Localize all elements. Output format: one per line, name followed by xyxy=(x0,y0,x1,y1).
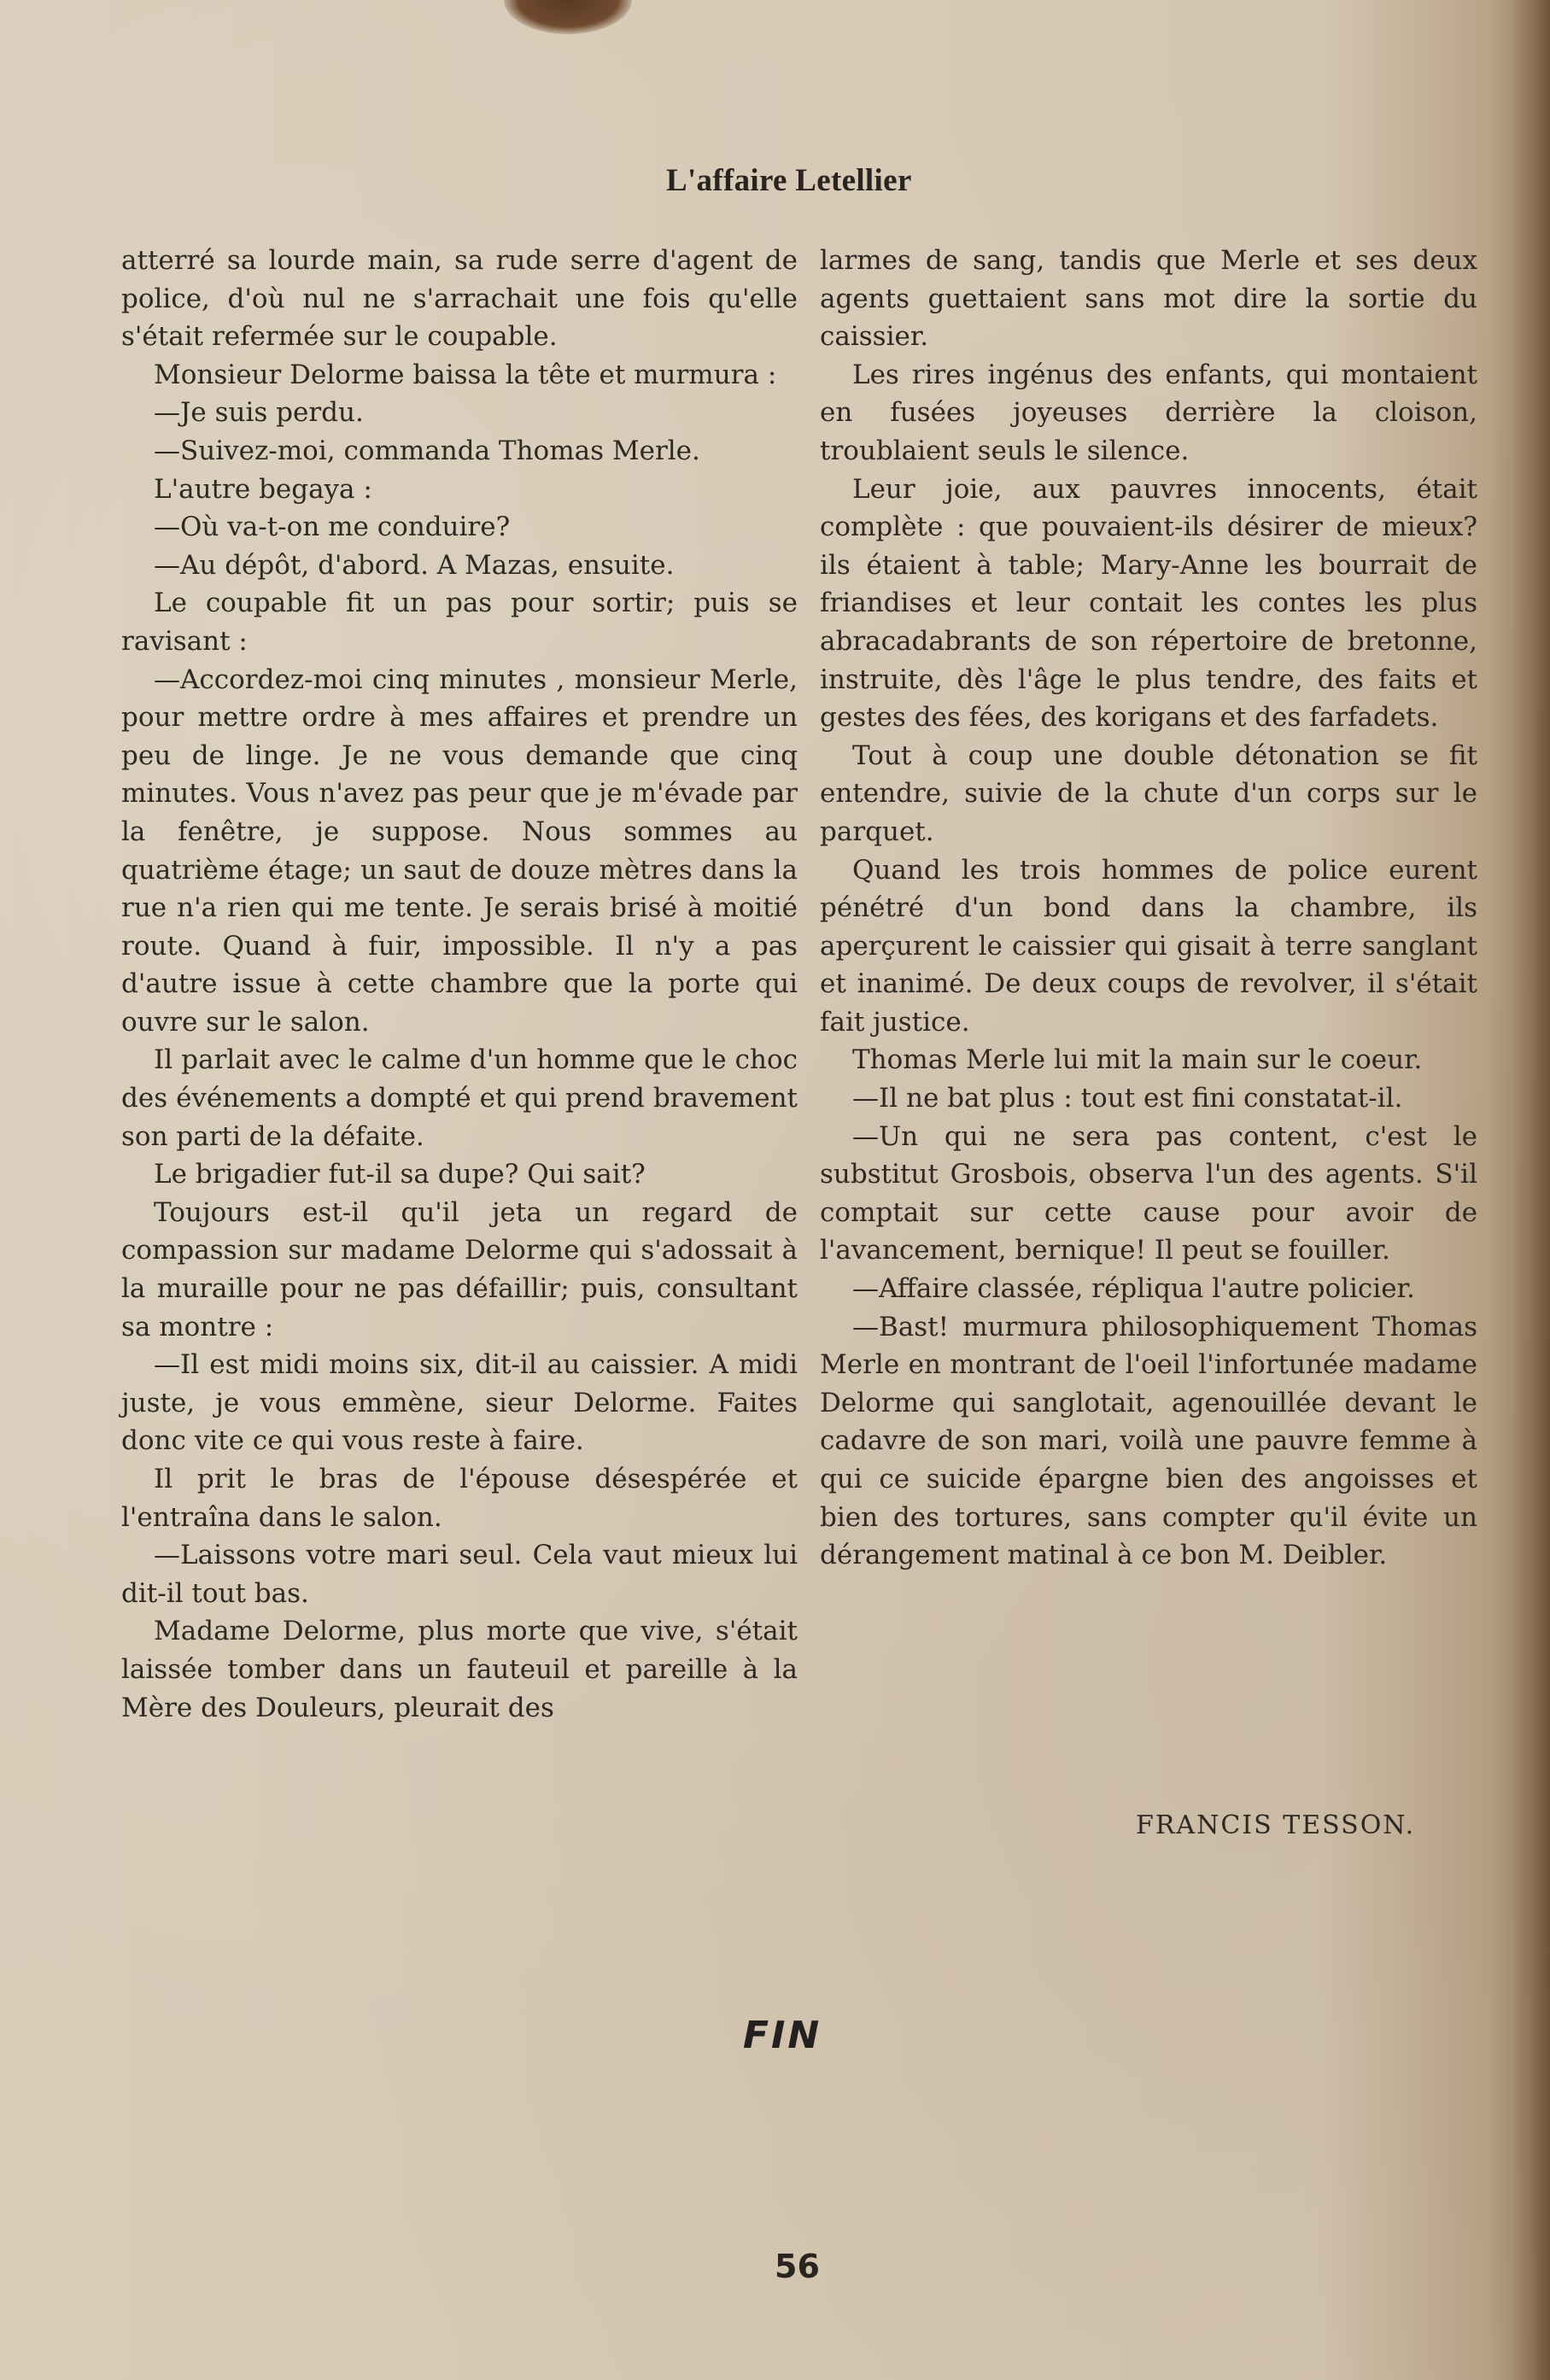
ink-stain xyxy=(504,0,632,34)
paragraph: —Il ne bat plus : tout est fini constatat-il. xyxy=(852,1083,1403,1114)
paragraph: Le brigadier fut-il sa dupe? Qui sait? xyxy=(154,1159,646,1190)
page-edge-shadow xyxy=(1512,0,1550,2380)
paragraph: Tout à coup une double détonation se fit entendre, suivie de la chute d'un corps sur le parquet. xyxy=(820,740,1477,847)
paragraph: larmes de sang, tandis que Merle et ses deux agents guettaient sans mot dire la sortie du caissier. xyxy=(820,245,1477,353)
page-number: 56 xyxy=(775,2248,820,2285)
paragraph: Le coupable fit un pas pour sortir; puis se ravisant : xyxy=(121,588,798,657)
paragraph: Les rires ingénus des enfants, qui montaient en fusées joyeuses derrière la cloison, troublaient seuls le silence. xyxy=(820,359,1477,466)
paragraph: atterré sa lourde main, sa rude serre d'agent de police, d'où nul ne s'arrachait une fois qu'elle s'était refermée sur le coupable. xyxy=(121,245,798,353)
paragraph: Il parlait avec le calme d'un homme que le choc des événements a dompté et qui prend bravement son parti de la défaite. xyxy=(121,1044,798,1152)
paragraph: —Au dépôt, d'abord. A Mazas, ensuite. xyxy=(154,549,675,581)
paragraph: Toujours est-il qu'il jeta un regard de compassion sur madame Delorme qui s'adossait à la muraille pour ne pas défaillir; puis, consultant sa montre : xyxy=(121,1196,798,1342)
left-column xyxy=(121,242,798,1727)
paragraph: Madame Delorme, plus morte que vive, s'était laissée tomber dans un fauteuil et pareille à la Mère des Douleurs, pleurait des xyxy=(121,1616,798,1723)
author-signature: FRANCIS TESSON. xyxy=(1136,1810,1416,1840)
paragraph: —Affaire classée, répliqua l'autre policier. xyxy=(852,1273,1415,1305)
paragraph: Thomas Merle lui mit la main sur le coeur. xyxy=(852,1044,1423,1076)
paragraph: Monsieur Delorme baissa la tête et murmura : xyxy=(154,359,777,390)
paragraph: —Un qui ne sera pas content, c'est le substitut Grosbois, observa l'un des agents. S'il comptait sur cette cause pour avoir de l'avancement, bernique! Il peut se fouiller. xyxy=(820,1120,1477,1266)
paragraph: L'autre begaya : xyxy=(154,473,372,505)
paragraph: —Laissons votre mari seul. Cela vaut mieux lui dit-il tout bas. xyxy=(121,1540,798,1609)
paragraph: —Où va-t-on me conduire? xyxy=(154,512,511,543)
right-column xyxy=(820,242,1477,1575)
paragraph: Leur joie, aux pauvres innocents, était complète : que pouvaient-ils désirer de mieux? ils étaient à table; Mary-Anne les bourrait de friandises et leur contait les contes les plus abracadabrants de son répertoire de bretonne, instruite, dès l'âge le plus tendre, des faits et gestes des fées, des korigans et des farfadets. xyxy=(820,473,1477,734)
paragraph: —Suivez-moi, commanda Thomas Merle. xyxy=(154,435,700,466)
paragraph: Il prit le bras de l'épouse désespérée et l'entraîna dans le salon. xyxy=(121,1464,798,1533)
paragraph: Quand les trois hommes de police eurent pénétré d'un bond dans la chambre, ils aperçurent le caissier qui gisait à terre sanglant et inanimé. De deux coups de revolver, il s'était fait justice. xyxy=(820,854,1477,1038)
running-head: L'affaire Letellier xyxy=(666,163,912,198)
paragraph: —Il est midi moins six, dit-il au caissier. A midi juste, je vous emmène, sieur Delorme. Faites donc vite ce qui vous reste à faire. xyxy=(121,1349,798,1457)
paragraph: —Je suis perdu. xyxy=(154,397,364,429)
paragraph: —Accordez-moi cinq minutes , monsieur Merle, pour mettre ordre à mes affaires et prendre un peu de linge. Je ne vous demande que cinq minutes. Vous n'avez pas peur que je m'évade par la fenêtre, je suppose. Nous sommes au quatrième étage; un saut de douze mètres dans la rue n'a rien qui me tente. Je serais brisé à moitié route. Quand à fuir, impossible. Il n'y a pas d'autre issue à cette chambre que la porte qui ouvre sur le salon. xyxy=(121,664,798,1038)
paragraph: —Bast! murmura philosophiquement Thomas Merle en montrant de l'oeil l'infortunée madame Delorme qui sanglotait, agenouillée devant le cadavre de son mari, voilà une pauvre femme à qui ce suicide épargne bien des angoisses et bien des tortures, sans compter qu'il évite un dérangement matinal à ce bon M. Deibler. xyxy=(820,1311,1477,1571)
fin-marker: FIN xyxy=(743,2014,822,2057)
